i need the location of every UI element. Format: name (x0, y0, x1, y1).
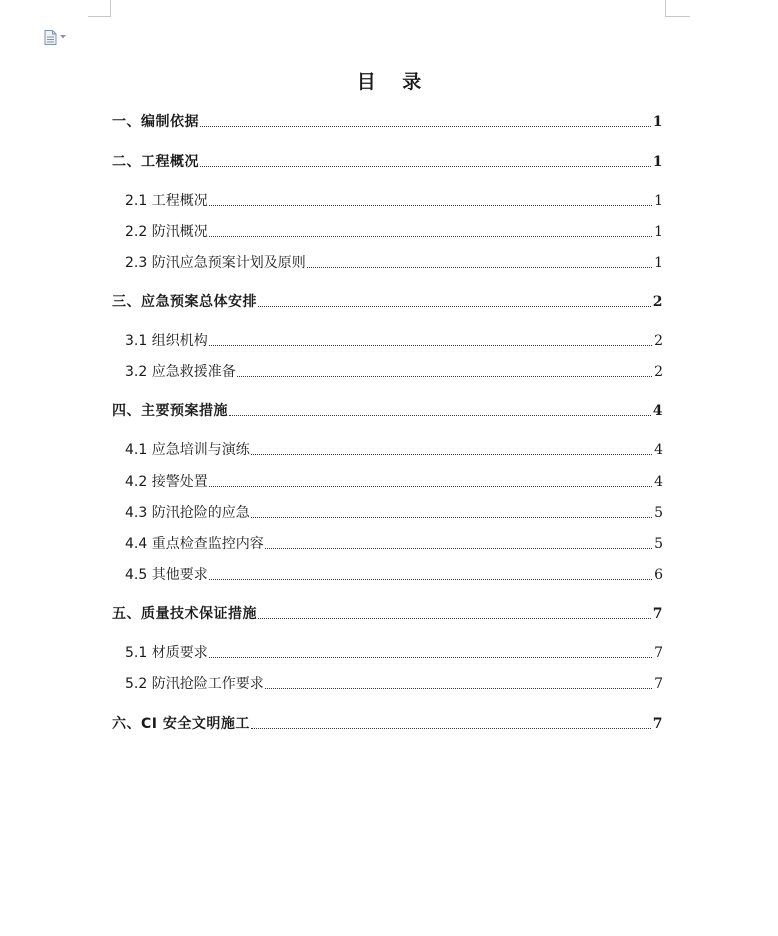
toc-leader-dots (258, 617, 651, 619)
toc-entry-page-number: 6 (654, 567, 663, 583)
toc-leader-dots (237, 375, 652, 377)
toc-entry-label: 3.2 应急救援准备 (125, 364, 236, 380)
toc-leader-dots (209, 656, 652, 658)
toc-entry[interactable] (112, 293, 663, 311)
toc-entry-label: 五、质量技术保证措施 (112, 606, 257, 622)
toc-entry-label: 二、工程概况 (112, 154, 199, 170)
toc-leader-dots (209, 578, 652, 580)
toc-entry-page-number: 7 (652, 606, 663, 622)
toc-leader-dots (209, 204, 652, 206)
toc-leader-dots (251, 453, 652, 455)
toc-entry-page-number: 7 (654, 645, 663, 661)
toc-entry-page-number: 4 (654, 474, 663, 490)
toc-entry-label: 4.2 接警处置 (125, 474, 208, 490)
toc-entry-page-number: 7 (654, 676, 663, 692)
toc-entry-label: 4.3 防汛抢险的应急 (125, 505, 250, 521)
toc-entry-label: 5.2 防汛抢险工作要求 (125, 676, 264, 692)
toc-entry-page-number: 7 (652, 716, 663, 732)
toc-entry[interactable] (125, 504, 663, 522)
toc-entry-page-number: 2 (652, 294, 663, 310)
toc-entry-label: 四、主要预案措施 (112, 403, 228, 419)
document-icon (44, 30, 57, 45)
toc-entry[interactable] (125, 254, 663, 272)
toc-entry[interactable] (125, 535, 663, 553)
toc-entry[interactable] (125, 675, 663, 693)
toc-entry-page-number: 5 (654, 536, 663, 552)
toc-leader-dots (258, 305, 651, 307)
toc-entry[interactable] (112, 153, 663, 171)
toc-entry-page-number: 2 (654, 333, 663, 349)
toc-entry-page-number: 1 (654, 224, 663, 240)
toc-entry-label: 3.1 组织机构 (125, 333, 208, 349)
toc-entry[interactable] (125, 441, 663, 459)
page-corner-top-right (665, 0, 690, 17)
toc-entry-label: 一、编制依据 (112, 114, 199, 130)
toc-entry-page-number: 1 (654, 255, 663, 271)
toc-entry[interactable] (125, 473, 663, 491)
toc-entry-label: 三、应急预案总体安排 (112, 294, 257, 310)
toc-entry-label: 4.5 其他要求 (125, 567, 208, 583)
toc-leader-dots (251, 727, 651, 729)
toc-entry-label: 2.1 工程概况 (125, 193, 208, 209)
document-menu-button[interactable] (44, 29, 72, 45)
toc-entry-label: 2.2 防汛概况 (125, 224, 208, 240)
toc-entry[interactable] (125, 363, 663, 381)
chevron-down-icon (60, 35, 66, 39)
toc-entry[interactable] (125, 332, 663, 350)
toc-entry[interactable] (125, 223, 663, 241)
toc-entry-page-number: 4 (654, 442, 663, 458)
toc-entry[interactable] (125, 192, 663, 210)
toc-leader-dots (209, 344, 652, 346)
toc-entry-label: 2.3 防汛应急预案计划及原则 (125, 255, 306, 271)
toc-entry-label: 5.1 材质要求 (125, 645, 208, 661)
toc-entry-page-number: 1 (652, 154, 663, 170)
toc-entry[interactable] (125, 566, 663, 584)
toc-entry[interactable] (125, 644, 663, 662)
toc-entry-label: 4.4 重点检查监控内容 (125, 536, 264, 552)
page-corner-top-left (88, 0, 111, 17)
toc-leader-dots (209, 485, 652, 487)
toc-entry-page-number: 4 (652, 403, 663, 419)
toc-entry[interactable] (112, 113, 663, 131)
toc-leader-dots (265, 687, 652, 689)
toc-leader-dots (251, 516, 652, 518)
toc-leader-dots (229, 414, 651, 416)
toc-entry-page-number: 2 (654, 364, 663, 380)
toc-entry-page-number: 1 (652, 114, 663, 130)
toc-leader-dots (307, 266, 652, 268)
toc-entry-page-number: 1 (654, 193, 663, 209)
toc-entry-label: 六、CI 安全文明施工 (112, 716, 250, 732)
toc-entry-page-number: 5 (654, 505, 663, 521)
toc-leader-dots (200, 125, 651, 127)
toc-entry[interactable] (112, 605, 663, 623)
toc-entry[interactable] (112, 715, 663, 733)
toc-leader-dots (209, 235, 652, 237)
toc-entry[interactable] (112, 402, 663, 420)
toc-leader-dots (200, 165, 651, 167)
toc-leader-dots (265, 547, 652, 549)
toc-title: 目 录 (356, 71, 432, 93)
toc-entry-label: 4.1 应急培训与演练 (125, 442, 250, 458)
